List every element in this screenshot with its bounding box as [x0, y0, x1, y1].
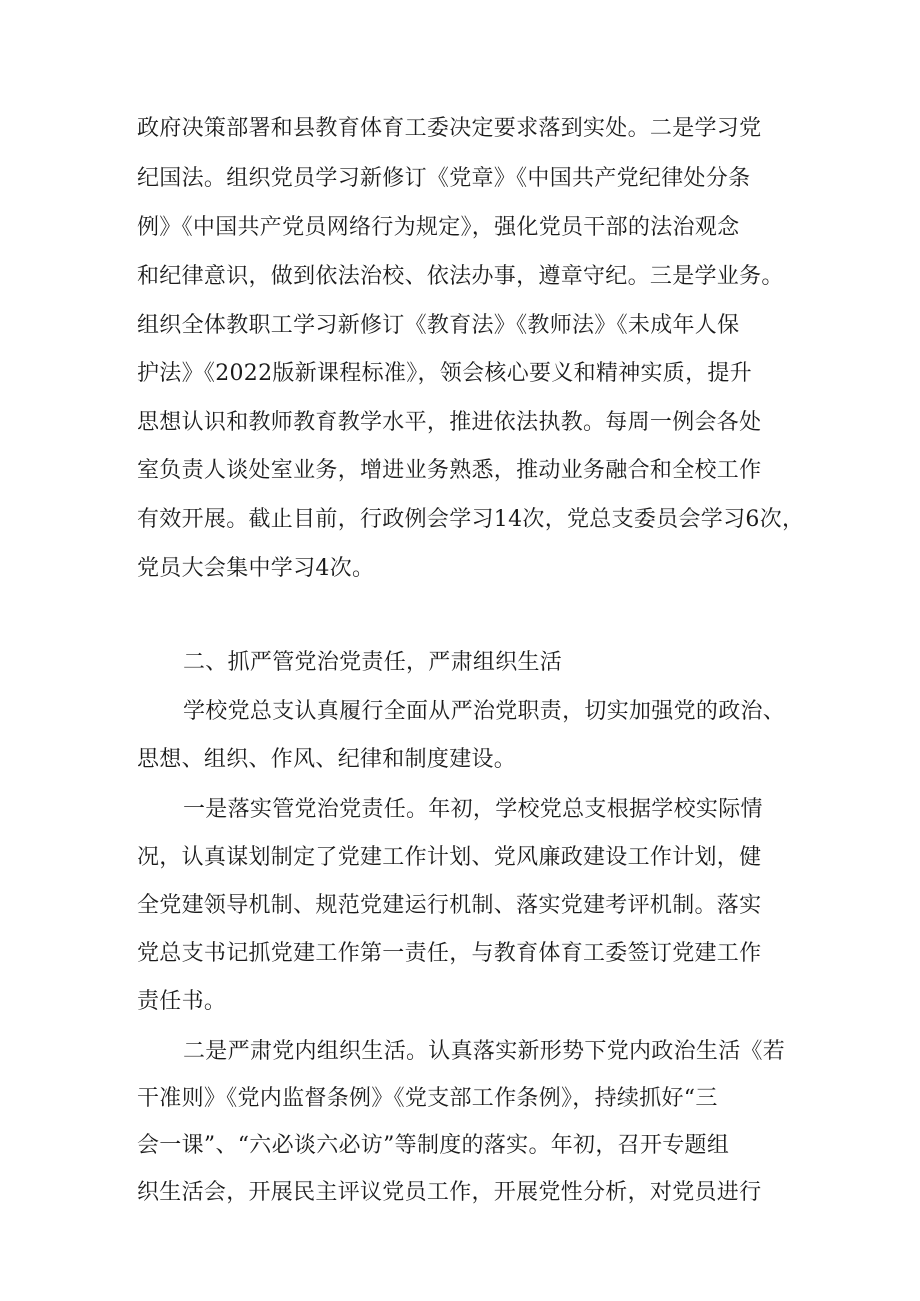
text-line: 党员大会集中学习4次。: [137, 556, 375, 581]
text-line: 室负责人谈处室业务，增进业务熟悉，推动业务融合和全校工作: [137, 458, 762, 483]
section-heading: 二、抓严管党治党责任，严肃组织生活: [183, 650, 563, 675]
text-line: 全党建领导机制、规范党建运行机制、落实党建考评机制。落实: [137, 893, 762, 918]
text-line: 责任书。: [137, 989, 227, 1014]
text-line: 纪国法。组织党员学习新修订《党章》《中国共产党纪律处分条: [137, 166, 751, 191]
text-line: 政府决策部署和县教育体育工委决定要求落到实处。二是学习党: [137, 116, 762, 141]
text-line: 有效开展。截止目前，行政例会学习14次，党总支委员会学习6次，: [137, 507, 805, 532]
text-line: 二是严肃党内组织生活。认真落实新形势下党内政治生活《若: [183, 1039, 786, 1064]
text-line: 织生活会，开展民主评议党员工作，开展党性分析，对党员进行: [137, 1180, 762, 1205]
text-line: 思想认识和教师教育教学水平，推进依法执教。每周一例会各处: [137, 410, 762, 435]
text-line: 例》《中国共产党员网络行为规定》，强化党员干部的法治观念: [137, 215, 740, 240]
text-line: 护法》《2022版新课程标准》，领会核心要义和精神实质，提升: [137, 361, 752, 386]
text-line: 党总支书记抓党建工作第一责任，与教育体育工委签订党建工作: [137, 941, 762, 966]
text-line: 思想、组织、作风、纪律和制度建设。: [137, 747, 517, 772]
text-line: 学校党总支认真履行全面从严治党职责，切实加强党的政治、: [183, 699, 786, 724]
text-line: 况，认真谋划制定了党建工作计划、党风廉政建设工作计划，健: [137, 845, 762, 870]
text-line: 和纪律意识，做到依法治校、依法办事，遵章守纪。三是学业务。: [137, 264, 784, 289]
text-line: 一是落实管党治党责任。年初，学校党总支根据学校实际情: [183, 797, 763, 822]
text-line: 组织全体教职工学习新修订《教育法》《教师法》《未成年人保: [137, 313, 740, 338]
text-line: 干准则》《党内监督条例》《党支部工作条例》，持续抓好“三: [137, 1086, 718, 1111]
text-line: 会一课”、“六必谈六必访”等制度的落实。年初，召开专题组: [137, 1133, 730, 1158]
